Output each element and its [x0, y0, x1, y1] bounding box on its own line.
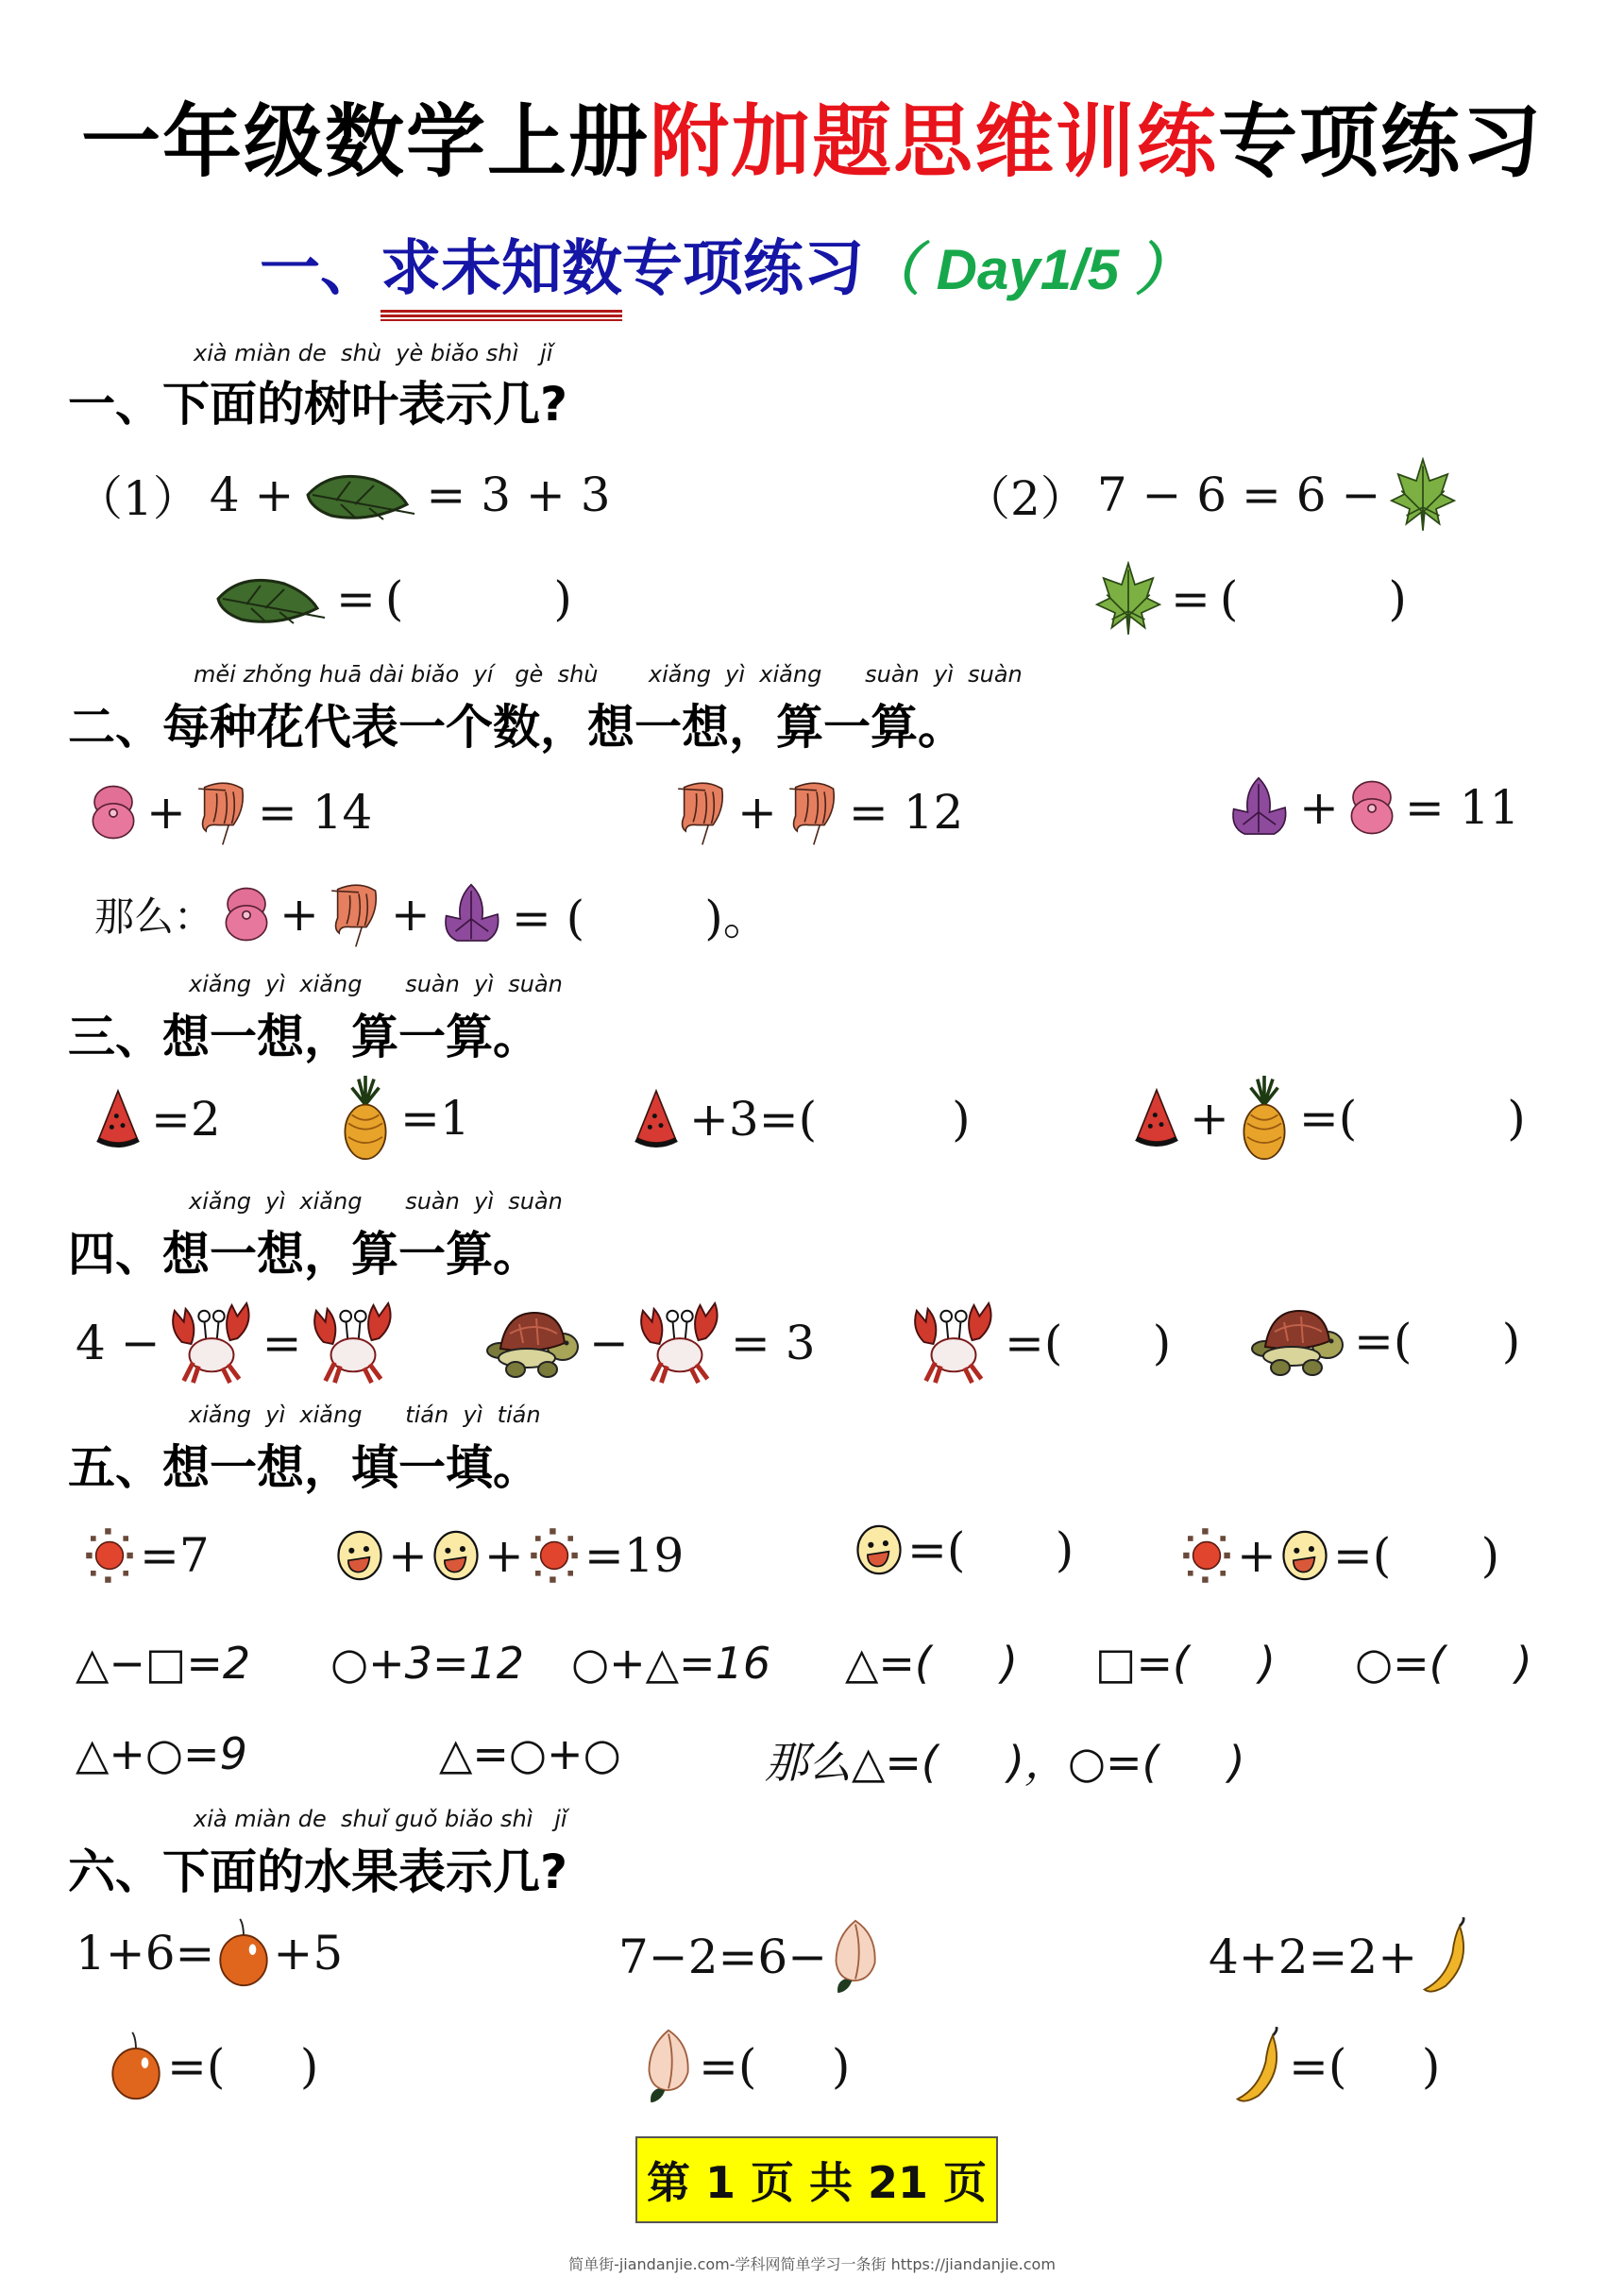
green-leaf-icon [213, 570, 327, 627]
fruit-problem-2 [618, 1917, 882, 1997]
crab-icon [633, 1301, 727, 1385]
plus-sign: + [483, 1528, 524, 1583]
answer-equals: = [336, 571, 376, 626]
answer-blank[interactable]: =( ) [1354, 1314, 1521, 1368]
orange-fruit-icon [109, 2031, 163, 2102]
fruit-item-3 [633, 1086, 971, 1152]
sun-icon [528, 1522, 581, 1589]
banana-icon [1232, 2027, 1285, 2106]
fruit-problem-1 [76, 1917, 343, 1989]
section-1-problem-1 [76, 461, 611, 529]
answer-blank[interactable]: =( ) [167, 2039, 319, 2094]
flower-equation-2 [675, 776, 963, 848]
section-2-heading: 二、每种花代表一个数，想一想，算一算。 [68, 700, 965, 755]
plus-sign: + [737, 785, 777, 840]
plus-sign: + [1237, 1528, 1277, 1583]
sun-icon [83, 1522, 136, 1589]
problem-label: （2） [963, 471, 1088, 526]
pineapple-icon [1239, 1075, 1290, 1162]
equals-sign: = [262, 1316, 302, 1370]
eq-after: +5 [273, 1926, 344, 1980]
animal-item-2 [482, 1301, 816, 1385]
smiley-face-icon [335, 1529, 384, 1582]
answer-blank[interactable]: =( ) [1289, 2039, 1441, 2094]
shape-answer-circle[interactable]: ○=( ) [1355, 1638, 1532, 1689]
plus-sign: + [279, 887, 319, 942]
section-2-pinyin: měi zhǒng huā dài biǎo yí gè shù xiǎng yì xiǎng suàn yì suàn [194, 661, 1023, 688]
section-1-problem-2 [963, 457, 1456, 533]
equation-result: = 12 [848, 785, 964, 840]
shape-answer-triangle[interactable]: △=( ) [845, 1638, 1018, 1689]
fruit-problem-3 [1209, 1917, 1472, 1997]
eq-before: 1+6= [76, 1926, 215, 1980]
maple-leaf-icon [1095, 561, 1161, 637]
flower-final-equation [94, 878, 770, 950]
equation-result: = 11 [1404, 780, 1520, 835]
problem-label: （1） [76, 471, 200, 526]
fruit-item-4 [1133, 1075, 1526, 1162]
watermelon-icon [1133, 1085, 1180, 1151]
plus-sign: + [388, 1528, 428, 1583]
subtitle-prefix: 一、 [260, 234, 381, 304]
shape-eq-3: ○+△=16 [571, 1638, 771, 1689]
shape-eq-2: ○+3=12 [330, 1638, 525, 1689]
animal-item-1 [76, 1301, 400, 1385]
watermelon-icon [94, 1086, 142, 1152]
plus-sign: + [146, 785, 186, 840]
crab-icon [164, 1301, 259, 1385]
section-6-heading: 六、下面的水果表示几? [68, 1844, 568, 1899]
animal-item-4 [1246, 1303, 1520, 1379]
item-text: =2 [151, 1092, 221, 1147]
item-text[interactable]: +3=( ) [689, 1092, 971, 1147]
answer-blank[interactable]: =( ) [699, 2039, 851, 2094]
peach-icon [642, 2027, 695, 2106]
plus-sign: + [1190, 1091, 1229, 1146]
orange-flower-icon [195, 776, 248, 848]
banana-icon [1419, 1917, 1472, 1997]
subtitle-rest: 专项练习 [622, 234, 864, 304]
flower-equation-3 [1227, 776, 1519, 839]
answer-blank[interactable]: = ( )。 [511, 891, 770, 945]
answer-blank[interactable]: =( ) [907, 1522, 1074, 1577]
section-1-heading: 一、下面的树叶表示几? [68, 377, 568, 432]
smiley-face-icon [431, 1529, 481, 1582]
sun-item-3 [854, 1522, 1074, 1577]
problem-before: 4 + [209, 468, 295, 522]
sun-item-1 [83, 1522, 210, 1589]
maple-leaf-icon [1390, 457, 1456, 533]
answer-blank[interactable]: =( ) [1332, 1528, 1500, 1583]
fruit-item-2 [340, 1075, 470, 1162]
answer-blank[interactable]: =( ) [1005, 1316, 1172, 1370]
pink-flower-icon [90, 781, 137, 843]
purple-flower-icon [440, 883, 502, 945]
worksheet-title [0, 94, 1624, 189]
fruit-item-1 [94, 1086, 221, 1152]
page-indicator: 第 1 页 共 21 页 [635, 2136, 998, 2223]
item-text[interactable]: =( ) [1298, 1091, 1526, 1146]
answer-blank[interactable]: ( ) [384, 571, 572, 626]
flower-equation-1 [90, 776, 372, 848]
title-part-3: 专项练习 [1218, 95, 1544, 188]
crab-icon [306, 1301, 400, 1385]
shape-eq-1: △−□=2 [76, 1638, 251, 1689]
purple-flower-icon [1227, 776, 1290, 839]
worksheet-subtitle [260, 227, 1192, 313]
smiley-face-icon [1280, 1529, 1329, 1582]
section-4-heading: 四、想一想，算一算。 [68, 1227, 540, 1282]
shape-eq-4: △+○=9 [76, 1728, 247, 1779]
equation-result: = 14 [257, 785, 373, 840]
orange-flower-icon [787, 776, 839, 848]
title-part-1: 一年级数学上册 [80, 95, 650, 188]
plus-sign: + [390, 887, 431, 942]
footer-watermark: 简单街-jiandanjie.com-学科网简单学习一条街 https://jiandanjie.com [568, 2255, 1056, 2273]
answer-blank[interactable]: ( ) [1219, 571, 1407, 626]
section-3-heading: 三、想一想，算一算。 [68, 1010, 540, 1064]
section-1-pinyin: xià miàn de shù yè biǎo shì jǐ [194, 340, 553, 366]
eq-before: 7−2=6− [618, 1930, 828, 1984]
title-part-2: 附加题思维训练 [649, 95, 1218, 188]
section-1-answer-2 [1095, 561, 1407, 637]
green-leaf-icon [303, 467, 416, 523]
turtle-icon [482, 1305, 585, 1381]
crab-icon [906, 1301, 1001, 1385]
section-3-pinyin: xiǎng yì xiǎng suàn yì suàn [189, 971, 563, 997]
item-text: = 3 [730, 1316, 816, 1370]
section-4-pinyin: xiǎng yì xiǎng suàn yì suàn [189, 1188, 563, 1215]
item-text: =7 [140, 1528, 210, 1583]
fruit-answer-2 [642, 2027, 850, 2106]
sun-icon [1180, 1522, 1233, 1589]
shape-eq-5: △=○+○ [439, 1728, 621, 1779]
item-text: =1 [400, 1091, 470, 1146]
plus-sign: + [1299, 780, 1339, 835]
pink-flower-icon [1348, 776, 1396, 839]
orange-fruit-icon [216, 1917, 271, 1989]
answer-equals: = [1171, 571, 1210, 626]
fruit-answer-3 [1232, 2027, 1440, 2106]
item-lead: 4 − [76, 1316, 161, 1370]
item-text: =19 [584, 1528, 685, 1583]
eq-before: 4+2=2+ [1209, 1930, 1418, 1984]
sun-item-4 [1180, 1522, 1499, 1589]
watermelon-icon [633, 1086, 680, 1152]
minus-sign: − [589, 1316, 629, 1370]
subtitle-day: （ Day1/5 ） [864, 238, 1192, 301]
turtle-icon [1246, 1303, 1350, 1379]
orange-flower-icon [329, 878, 381, 950]
section-1-answer-1 [213, 570, 572, 627]
smiley-face-icon [854, 1523, 904, 1576]
fruit-answer-1 [109, 2031, 318, 2102]
animal-item-3 [906, 1301, 1171, 1385]
shape-answer-square[interactable]: □=( ) [1095, 1638, 1277, 1689]
final-prefix: 那么： [94, 893, 214, 940]
pink-flower-icon [223, 883, 270, 945]
subtitle-underlined: 求未知数 [381, 227, 622, 312]
pineapple-icon [340, 1075, 391, 1162]
section-5-heading: 五、想一想，填一填。 [68, 1440, 540, 1495]
problem-before: 7 − 6 = 6 − [1096, 468, 1381, 522]
orange-flower-icon [675, 776, 728, 848]
section-6-pinyin: xià miàn de shuǐ guǒ biǎo shì jǐ [194, 1806, 567, 1832]
sun-item-2 [335, 1522, 684, 1589]
peach-icon [829, 1917, 882, 1997]
problem-after: = 3 + 3 [426, 468, 611, 522]
shape-answer-final[interactable]: 那么△=( )，○=( ) [765, 1737, 1245, 1788]
section-5-pinyin: xiǎng yì xiǎng tián yì tián [189, 1402, 541, 1428]
